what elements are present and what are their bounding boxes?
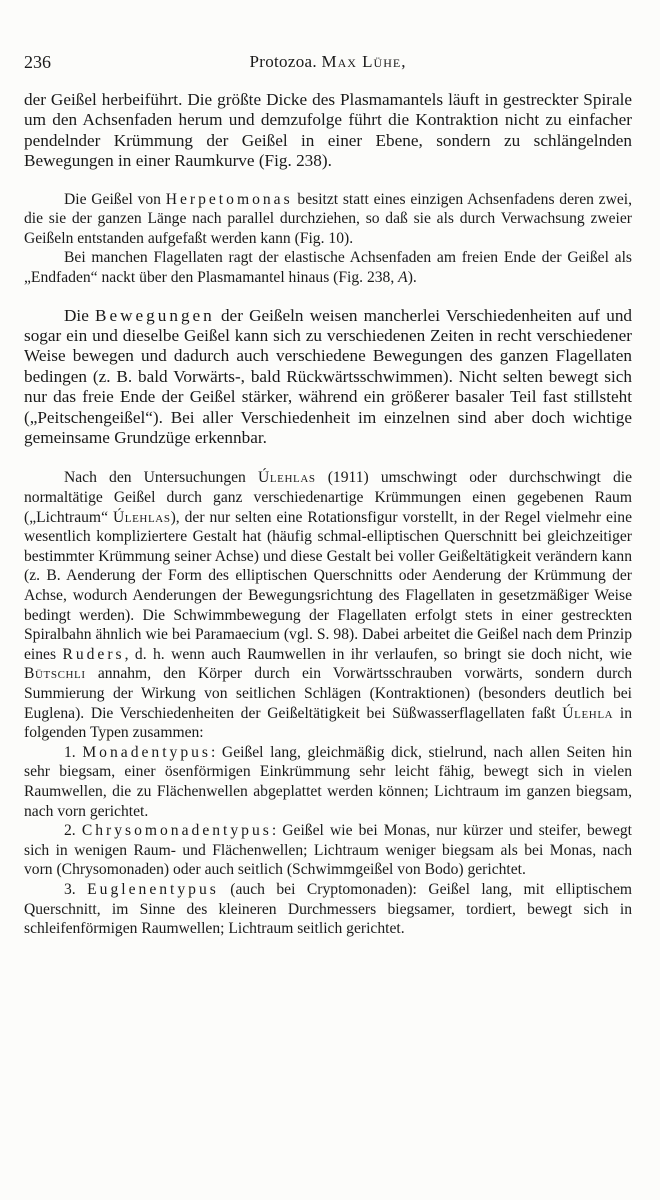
paragraph-text: ), der nur selten eine Rotationsfigur vorstellt, in der Regel vielmehr eine wesentlich kompliziertere Gestalt hat (häufig schmal-elliptischen Querschnitt bei gleichzeitiger bestimmter Krümmung seiner Achse) und diese Gestalt bei voller Geißeltätigkeit verändern kann (z. B. Aenderung der Form des elliptischen Querschnitts oder Aenderung der Krümmung der Achse, wodurch Aenderungen der Bewegungsrichtung des Flagellaten in gesetzmäßiger Weise bedingt werden). Die Schwimmbewegung der Flagellaten erfolgt stets in einer gestreckten Spiralbahn ähnlich wie bei Paramaecium (vgl. S. 98). Dabei arbeitet die Geißel nach dem Prinzip eines <box>24 508 632 663</box>
list-item-chrysomonadentypus <box>24 821 632 880</box>
paragraph-text: Die <box>64 305 96 325</box>
spaced-term: Euglenentypus <box>87 880 219 898</box>
paragraph-herpetomonas <box>24 190 632 249</box>
author-reference: Úlehlas <box>112 508 171 526</box>
paragraph-text: Die Geißel von <box>64 190 166 208</box>
spaced-term: Chrysomonadentypus <box>81 822 272 840</box>
list-number: 2. <box>64 822 82 840</box>
author-reference: Bütschli <box>24 665 86 683</box>
paragraph-continuation <box>24 90 632 172</box>
paragraph-text: der Geißeln weisen mancherlei Verschiedenheiten auf und sogar ein und dieselbe Geißel kann sich zu verschiedenen Zeiten in recht verschiedener Weise bewegen und dadurch auch verschiedene Bewegungen des ganzen Flagellaten bedingen (z. B. bald Vorwärts-, bald Rückwärtsschwimmen). Nicht selten bewegt sich nur das freie Ende der Geißel stärker, während ein größerer basaler Teil fast stillsteht („Peitschengeißel“). Bei aller Verschiedenheit im einzelnen sind aber doch wichtige gemeinsame Grundzüge erkennbar. <box>24 305 633 448</box>
paragraph-endfaden <box>24 248 632 287</box>
spaced-term: Bewegungen <box>95 305 215 325</box>
author-name: Max Lühe, <box>321 52 407 71</box>
paragraph-text: in folgenden Typen zusammen: <box>24 704 632 742</box>
paragraph-text: (1911) umschwingt oder durchschwingt die normaltätige Geißel durch ganz verschiedenartige Krümmungen einen gegebenen Raum („Lichtraum“ <box>24 469 633 526</box>
paragraph-ulehla <box>24 468 632 742</box>
paragraph-text: annahm, den Körper durch ein Vorwärtsschrauben vorwärts, sondern durch Summierung der Wirkung von seitlichen Schlägen (Kontraktionen) (besonders deutlich bei Euglena). Die Verschiedenheiten der Geißeltätigkeit bei Süßwasserflagellaten faßt <box>24 665 632 722</box>
paragraph-text: ). <box>407 269 417 286</box>
paragraph-text: besitzt statt eines einzigen Achsenfadens deren zwei, die sie der ganzen Länge nach parallel durchziehen, so daß sie als durch Verwachsung zweier Geißeln entstanden aufgefaßt werden kann (Fig. 10). <box>24 190 632 247</box>
paragraph-text: : Geißel lang, gleichmäßig dick, stielrund, nach allen Seiten hin sehr biegsam, einer ösenförmigen Einkrümmung sehr leicht fähig, bewegt sich in vielen Raumwellen, die zu Flächenwellen abgeplattet werden können; Lichtraum im ganzen biegsam, nach vorn gerichtet. <box>24 743 633 820</box>
list-number: 3. <box>64 880 88 898</box>
section-title: Protozoa. <box>249 52 317 71</box>
figure-label: A <box>398 269 408 286</box>
paragraph-text: der Geißel herbeiführt. Die größte Dicke des Plasmamantels läuft in gestreckter Spirale um den Achsenfaden herum und demzufolge führt die Kontraktion nicht zu einfacher pendelnder Krümmung der Geißel in einer Ebene, sondern zu schlängelnden Bewegungen in einer Raumkurve (Fig. 238). <box>24 90 632 171</box>
paragraph-text: Bei manchen Flagellaten ragt der elastische Achsenfaden am freien Ende der Geißel als „Endfaden“ nackt über den Plasmamantel hinaus (Fig. 238, <box>24 249 632 286</box>
paragraph-text: (auch bei Cryptomonaden): Geißel lang, mit elliptischem Querschnitt, im Sinne des kleineren Durchmessers biegsamer, tordiert, bewegt sich in schleifenförmigen Raumwellen; Lichtraum seitlich gerichtet. <box>24 880 633 938</box>
paragraph-text: , d. h. wenn auch Raumwellen in ihr verlaufen, so bringt sie doch nicht, wie <box>124 645 632 663</box>
page-body <box>24 90 632 939</box>
page-number: 236 <box>24 52 51 72</box>
author-reference: Úlehlas <box>257 469 316 487</box>
paragraph-text: : Geißel wie bei Monas, nur kürzer und steifer, bewegt sich in wenigen Raum- und Flächenwellen; Lichtraum weniger biegsam als bei Monas, nach vorn (Chrysomonaden) oder auch seitlich (Schwimmgeißel von Bodo) gerichtet. <box>24 822 633 879</box>
list-number: 1. <box>64 743 83 761</box>
paragraph-bewegungen <box>24 306 632 449</box>
spaced-term: Ruders <box>62 645 125 663</box>
paragraph-text: Nach den Untersuchungen <box>64 469 258 487</box>
running-header <box>24 52 632 76</box>
spaced-term: Herpetomonas <box>165 190 293 208</box>
list-item-euglenentypus <box>24 880 632 939</box>
running-head-title <box>24 52 632 72</box>
spaced-term: Monadentypus <box>82 743 211 761</box>
list-item-monadentypus <box>24 743 632 821</box>
author-reference: Úlehla <box>562 704 614 722</box>
